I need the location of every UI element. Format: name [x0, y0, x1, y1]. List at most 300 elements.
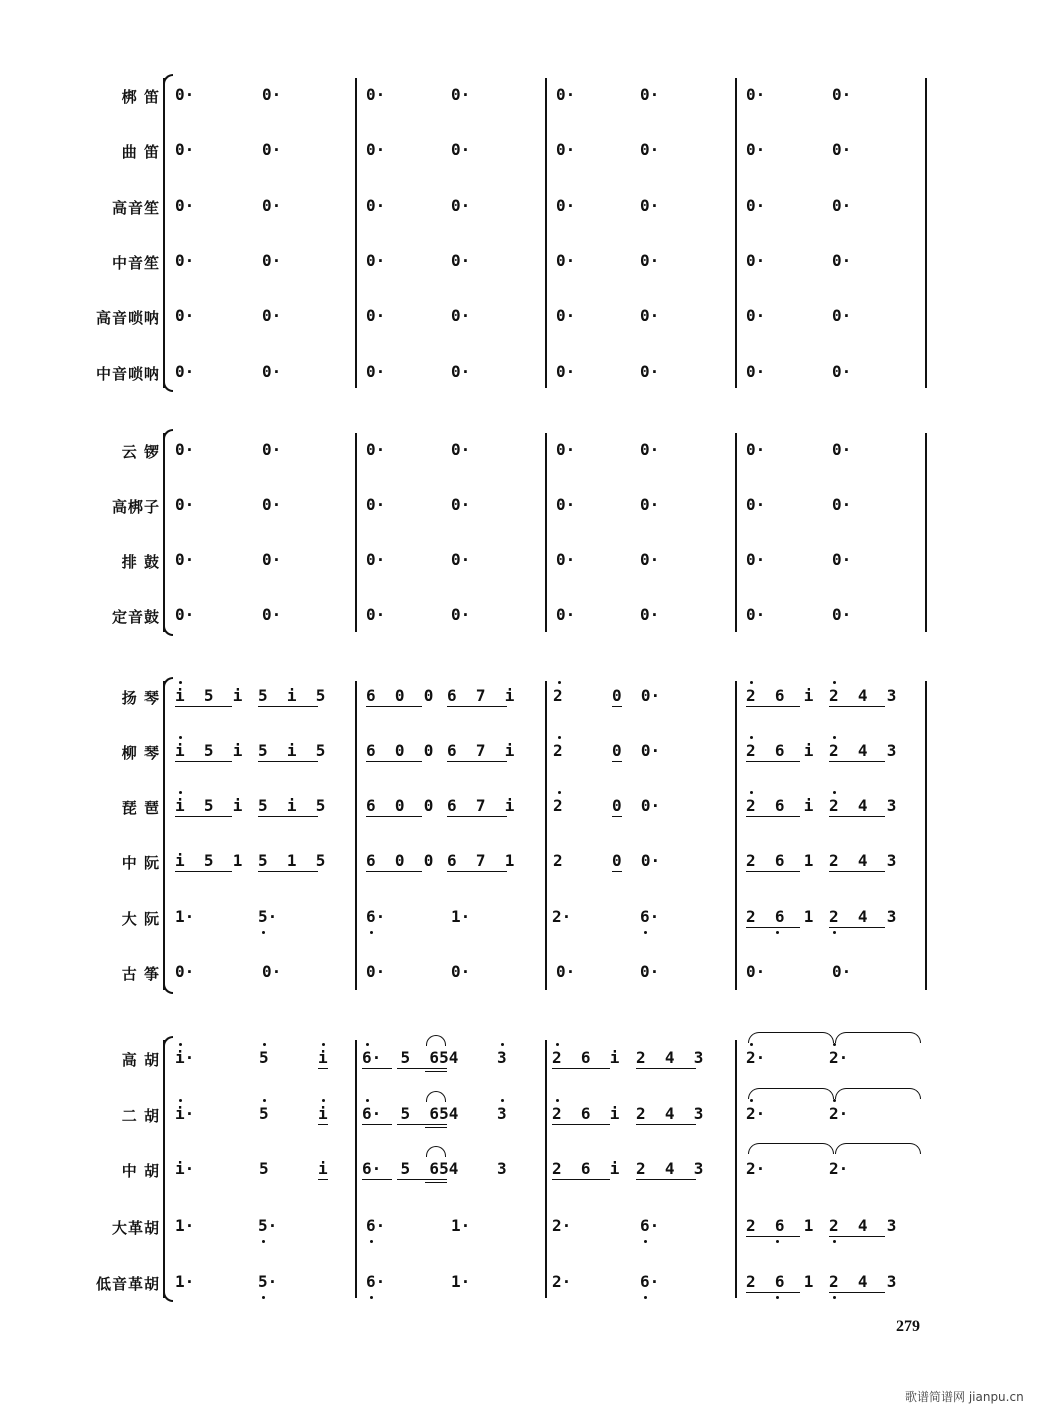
rest-note: 0· — [640, 140, 660, 159]
note-group: 5 i 5 — [258, 686, 326, 705]
rest-note: 0· — [262, 605, 282, 624]
note: 1· — [451, 1272, 471, 1291]
rest-note: 0· — [832, 962, 852, 981]
note: 2· — [552, 1216, 572, 1235]
note: i — [318, 1048, 328, 1067]
note-group: 6 7 i — [447, 686, 515, 705]
underline — [447, 706, 507, 707]
octave-dot — [179, 1043, 182, 1046]
octave-dot — [750, 1043, 753, 1046]
instrument-label: 低音革胡 — [95, 1275, 160, 1293]
note: 5· — [258, 1216, 278, 1235]
underline — [612, 816, 622, 817]
instrument-label: 高梆子 — [111, 498, 160, 516]
underline — [746, 1236, 800, 1237]
rest-note: 0· — [451, 306, 471, 325]
rest-note: 0· — [832, 550, 852, 569]
underline — [552, 1179, 610, 1180]
rest-note: 0· — [366, 962, 386, 981]
note-group: 2 6 i — [746, 796, 814, 815]
underline — [746, 816, 800, 817]
rest-note: 0· — [746, 550, 766, 569]
rest-note: 0· — [366, 550, 386, 569]
underline — [318, 1068, 328, 1069]
instrument-label: 梆 笛 — [121, 88, 160, 106]
note: 1· — [451, 907, 471, 926]
barline — [545, 433, 547, 632]
note-group: 2 4 3 — [829, 796, 897, 815]
note-group: 5 i 5 — [258, 796, 326, 815]
rest-note: 0· — [640, 362, 660, 381]
underline — [636, 1124, 696, 1125]
note: 3 — [497, 1104, 507, 1123]
tie — [748, 1143, 834, 1154]
rest-note: 0· — [556, 251, 576, 270]
rest-note: 0· — [175, 140, 195, 159]
octave-dot — [179, 681, 182, 684]
page-number: 279 — [896, 1318, 920, 1335]
note: i· — [175, 1104, 195, 1123]
instrument-label: 古 筝 — [121, 965, 160, 983]
note: 6· — [366, 1272, 386, 1291]
low-octave-dot — [776, 931, 779, 934]
barline — [545, 78, 547, 388]
underline — [829, 1292, 885, 1293]
instrument-label: 云 锣 — [121, 443, 160, 461]
underline — [829, 816, 885, 817]
note-group: 2 4 3 — [829, 1216, 897, 1235]
note: 1· — [175, 907, 195, 926]
note: 1· — [175, 1272, 195, 1291]
note-group: 2 4 3 — [829, 1272, 897, 1291]
note-group: 2 — [553, 851, 563, 870]
note-group: 2 6 1 — [746, 1272, 814, 1291]
octave-dot — [833, 791, 836, 794]
octave-dot — [179, 791, 182, 794]
octave-dot — [556, 1043, 559, 1046]
slur — [426, 1146, 446, 1157]
low-octave-dot — [262, 931, 265, 934]
rest-note: 0· — [746, 605, 766, 624]
instrument-label: 中音唢呐 — [95, 365, 160, 383]
low-octave-dot — [370, 1296, 373, 1299]
rest-note: 0· — [175, 495, 195, 514]
rest-note: 0· — [175, 440, 195, 459]
octave-dot — [833, 1043, 836, 1046]
instrument-label: 高 胡 — [121, 1051, 160, 1069]
note-group: 6· 5 654 — [362, 1048, 459, 1067]
instrument-label: 柳 琴 — [121, 744, 160, 762]
low-octave-dot — [644, 1296, 647, 1299]
rest-note: 0· — [556, 85, 576, 104]
rest-note: 0· — [366, 85, 386, 104]
note: 6· — [366, 907, 386, 926]
note: 6· — [640, 1216, 660, 1235]
rest-note: 0· — [262, 440, 282, 459]
rest-note: 0· — [746, 140, 766, 159]
instrument-label: 高音笙 — [111, 199, 160, 217]
underline — [366, 816, 422, 817]
note-group: 0 0· — [612, 851, 661, 870]
underline — [425, 1068, 447, 1069]
rest-note: 0· — [832, 605, 852, 624]
octave-dot — [322, 1099, 325, 1102]
rest-note: 0· — [366, 140, 386, 159]
note: 5· — [258, 1272, 278, 1291]
rest-note: 0· — [640, 306, 660, 325]
octave-dot — [322, 1043, 325, 1046]
rest-note: 0· — [832, 140, 852, 159]
rest-note: 0· — [556, 440, 576, 459]
note-group: 2 6 i — [746, 686, 814, 705]
note: 2· — [829, 1048, 849, 1067]
underline — [552, 1068, 610, 1069]
low-octave-dot — [262, 1240, 265, 1243]
barline — [925, 681, 927, 990]
low-octave-dot — [644, 931, 647, 934]
note: 2· — [829, 1104, 849, 1123]
group-bracket — [163, 1040, 173, 1298]
note: 6· — [366, 1216, 386, 1235]
instrument-label: 琵 琶 — [121, 799, 160, 817]
barline — [355, 433, 357, 632]
note-group: 2 4 3 — [829, 741, 897, 760]
rest-note: 0· — [556, 362, 576, 381]
barline — [355, 1040, 357, 1298]
note: 6· — [640, 1272, 660, 1291]
watermark: 歌谱简谱网 jianpu.cn — [905, 1390, 1024, 1404]
rest-note: 0· — [832, 196, 852, 215]
rest-note: 0· — [556, 962, 576, 981]
underline — [829, 761, 885, 762]
low-octave-dot — [644, 1240, 647, 1243]
note: 5 — [259, 1104, 269, 1123]
barline — [355, 78, 357, 388]
note: 3 — [497, 1159, 507, 1178]
note-group: 2 4 3 — [636, 1104, 704, 1123]
rest-note: 0· — [366, 440, 386, 459]
low-octave-dot — [833, 1296, 836, 1299]
low-octave-dot — [776, 1240, 779, 1243]
double-underline — [425, 1182, 447, 1183]
barline — [545, 681, 547, 990]
rest-note: 0· — [832, 440, 852, 459]
underline — [829, 871, 885, 872]
note-group: 5 1 5 — [258, 851, 326, 870]
underline — [447, 761, 507, 762]
note-group: 6 7 1 — [447, 851, 515, 870]
note: 1· — [451, 1216, 471, 1235]
rest-note: 0· — [451, 440, 471, 459]
rest-note: 0· — [640, 550, 660, 569]
note-group: 2 6 i — [746, 741, 814, 760]
note: 2· — [746, 1048, 766, 1067]
note: 5 — [259, 1159, 269, 1178]
rest-note: 0· — [451, 85, 471, 104]
note-group: 6· 5 654 — [362, 1104, 459, 1123]
rest-note: 0· — [366, 605, 386, 624]
underline — [829, 927, 885, 928]
slur — [426, 1035, 446, 1046]
underline — [746, 927, 800, 928]
note-group: 0 0· — [612, 741, 661, 760]
rest-note: 0· — [556, 495, 576, 514]
rest-note: 0· — [366, 495, 386, 514]
rest-note: 0· — [262, 251, 282, 270]
note: i· — [175, 1048, 195, 1067]
underline — [318, 1124, 328, 1125]
underline — [552, 1124, 610, 1125]
octave-dot — [558, 681, 561, 684]
rest-note: 0· — [640, 495, 660, 514]
rest-note: 0· — [262, 962, 282, 981]
low-octave-dot — [262, 1296, 265, 1299]
rest-note: 0· — [175, 251, 195, 270]
rest-note: 0· — [556, 605, 576, 624]
underline — [447, 871, 507, 872]
rest-note: 0· — [262, 550, 282, 569]
slur — [426, 1091, 446, 1102]
underline — [318, 1179, 328, 1180]
note-group: 2 4 3 — [829, 851, 897, 870]
note-group: 2 4 3 — [829, 686, 897, 705]
note-group: 2 4 3 — [829, 907, 897, 926]
note-group: 2 6 1 — [746, 851, 814, 870]
note: 6· — [640, 907, 660, 926]
note-group: i 5 i — [175, 796, 243, 815]
rest-note: 0· — [556, 140, 576, 159]
low-octave-dot — [833, 1240, 836, 1243]
rest-note: 0· — [175, 550, 195, 569]
note-group: 0 0· — [612, 796, 661, 815]
low-octave-dot — [370, 931, 373, 934]
instrument-label: 高音唢呐 — [95, 309, 160, 327]
barline — [925, 78, 927, 388]
rest-note: 0· — [832, 251, 852, 270]
rest-note: 0· — [366, 196, 386, 215]
instrument-label: 大革胡 — [111, 1219, 160, 1237]
rest-note: 0· — [262, 495, 282, 514]
rest-note: 0· — [746, 362, 766, 381]
rest-note: 0· — [262, 140, 282, 159]
note-group: 2 6 i — [552, 1048, 620, 1067]
octave-dot — [833, 1099, 836, 1102]
note-group: 2 4 3 — [636, 1159, 704, 1178]
underline — [175, 761, 232, 762]
underline — [636, 1179, 696, 1180]
octave-dot — [750, 1099, 753, 1102]
rest-note: 0· — [640, 605, 660, 624]
underline — [366, 706, 422, 707]
note-group: 2 — [553, 796, 563, 815]
barline — [735, 78, 737, 388]
note-group: 6 7 i — [447, 796, 515, 815]
rest-note: 0· — [832, 306, 852, 325]
note-group: 6 0 0 — [366, 741, 434, 760]
barline — [735, 681, 737, 990]
octave-dot — [556, 1099, 559, 1102]
rest-note: 0· — [832, 495, 852, 514]
rest-note: 0· — [746, 962, 766, 981]
rest-note: 0· — [451, 196, 471, 215]
tie — [835, 1032, 921, 1043]
octave-dot — [750, 791, 753, 794]
rest-note: 0· — [175, 196, 195, 215]
rest-note: 0· — [832, 362, 852, 381]
instrument-label: 曲 笛 — [121, 143, 160, 161]
rest-note: 0· — [640, 962, 660, 981]
note: 2· — [829, 1159, 849, 1178]
rest-note: 0· — [175, 85, 195, 104]
note-group: 2 6 i — [552, 1104, 620, 1123]
note-group: 6· 5 654 — [362, 1159, 459, 1178]
underline — [829, 706, 885, 707]
octave-dot — [558, 791, 561, 794]
underline — [612, 706, 622, 707]
rest-note: 0· — [746, 306, 766, 325]
rest-note: 0· — [262, 196, 282, 215]
rest-note: 0· — [640, 440, 660, 459]
tie — [835, 1088, 921, 1099]
barline — [545, 1040, 547, 1298]
underline — [366, 871, 422, 872]
instrument-label: 大 阮 — [121, 910, 160, 928]
note: 5· — [258, 907, 278, 926]
underline — [425, 1124, 447, 1125]
group-bracket — [163, 78, 173, 388]
rest-note: 0· — [451, 550, 471, 569]
rest-note: 0· — [746, 196, 766, 215]
rest-note: 0· — [451, 140, 471, 159]
group-bracket — [163, 433, 173, 632]
note-group: 6 7 i — [447, 741, 515, 760]
tie — [748, 1032, 834, 1043]
barline — [355, 681, 357, 990]
octave-dot — [833, 736, 836, 739]
underline — [175, 816, 232, 817]
note: 5 — [259, 1048, 269, 1067]
note-group: 2 4 3 — [636, 1048, 704, 1067]
note-group: 5 i 5 — [258, 741, 326, 760]
note: 2· — [552, 907, 572, 926]
low-octave-dot — [833, 931, 836, 934]
note-group: 6 0 0 — [366, 686, 434, 705]
tie — [748, 1088, 834, 1099]
rest-note: 0· — [262, 85, 282, 104]
rest-note: 0· — [451, 251, 471, 270]
underline — [175, 871, 232, 872]
note-group: 6 0 0 — [366, 851, 434, 870]
double-underline — [425, 1071, 447, 1072]
underline — [425, 1179, 447, 1180]
underline — [258, 706, 318, 707]
note-group: 2 6 1 — [746, 907, 814, 926]
octave-dot — [750, 736, 753, 739]
note: 2· — [746, 1159, 766, 1178]
underline — [258, 761, 318, 762]
rest-note: 0· — [640, 196, 660, 215]
underline — [366, 761, 422, 762]
octave-dot — [366, 1099, 369, 1102]
note: i· — [175, 1159, 195, 1178]
instrument-label: 中 胡 — [121, 1162, 160, 1180]
rest-note: 0· — [556, 550, 576, 569]
octave-dot — [750, 681, 753, 684]
rest-note: 0· — [556, 196, 576, 215]
rest-note: 0· — [175, 962, 195, 981]
octave-dot — [501, 1043, 504, 1046]
rest-note: 0· — [366, 306, 386, 325]
note-group: 2 6 i — [552, 1159, 620, 1178]
barline — [925, 433, 927, 632]
rest-note: 0· — [262, 306, 282, 325]
octave-dot — [263, 1099, 266, 1102]
underline — [746, 871, 800, 872]
barline — [735, 1040, 737, 1298]
instrument-label: 二 胡 — [121, 1107, 160, 1125]
note: i — [318, 1104, 328, 1123]
octave-dot — [558, 736, 561, 739]
note-group: i 5 i — [175, 741, 243, 760]
instrument-label: 扬 琴 — [121, 689, 160, 707]
underline — [612, 761, 622, 762]
octave-dot — [501, 1099, 504, 1102]
octave-dot — [833, 681, 836, 684]
low-octave-dot — [776, 1296, 779, 1299]
note: i — [318, 1159, 328, 1178]
rest-note: 0· — [640, 251, 660, 270]
underline — [612, 871, 622, 872]
note: 1· — [175, 1216, 195, 1235]
instrument-label: 中音笙 — [111, 254, 160, 272]
underline — [258, 816, 318, 817]
rest-note: 0· — [640, 85, 660, 104]
underline — [746, 1292, 800, 1293]
rest-note: 0· — [746, 85, 766, 104]
barline — [735, 433, 737, 632]
underline — [362, 1179, 392, 1180]
underline — [175, 706, 232, 707]
rest-note: 0· — [451, 495, 471, 514]
underline — [746, 761, 800, 762]
rest-note: 0· — [832, 85, 852, 104]
rest-note: 0· — [451, 605, 471, 624]
underline — [362, 1124, 392, 1125]
note-group: 2 6 1 — [746, 1216, 814, 1235]
tie — [835, 1143, 921, 1154]
octave-dot — [263, 1043, 266, 1046]
note-group: 0 0· — [612, 686, 661, 705]
instrument-label: 排 鼓 — [121, 553, 160, 571]
octave-dot — [366, 1043, 369, 1046]
rest-note: 0· — [175, 605, 195, 624]
note-group: 2 — [553, 686, 563, 705]
note: 3 — [497, 1048, 507, 1067]
low-octave-dot — [370, 1240, 373, 1243]
instrument-label: 中 阮 — [121, 854, 160, 872]
rest-note: 0· — [262, 362, 282, 381]
rest-note: 0· — [366, 362, 386, 381]
rest-note: 0· — [556, 306, 576, 325]
note: 2· — [746, 1104, 766, 1123]
underline — [447, 816, 507, 817]
note-group: 2 — [553, 741, 563, 760]
rest-note: 0· — [746, 495, 766, 514]
rest-note: 0· — [175, 362, 195, 381]
rest-note: 0· — [451, 962, 471, 981]
double-underline — [425, 1127, 447, 1128]
instrument-label: 定音鼓 — [111, 608, 160, 626]
